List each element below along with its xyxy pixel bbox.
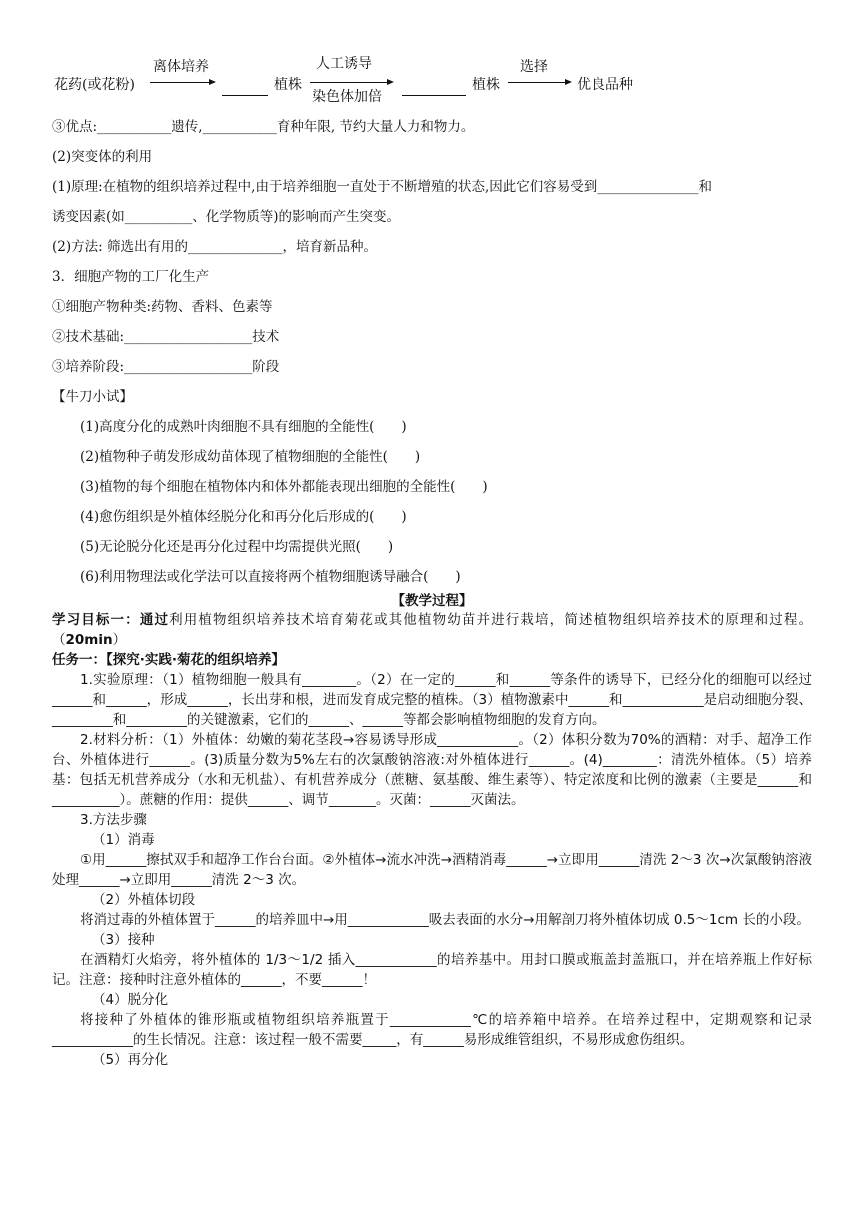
- flow-arrow-1: [150, 82, 214, 83]
- experiment-principle: 1.实验原理：（1）植物细胞一般具有________。（2）在一定的______和______等条件的诱导下，已经分化的细胞可以经过______和______，形成______，长出芽和根，进而发育成完整的植株。（3）植物激素中______和____________是启动细胞分裂、_________和_________的关键激素，它们的______、______等都会影响植物细胞的发育方向。: [52, 672, 812, 728]
- flow-step1-label: 离体培养: [153, 59, 209, 75]
- flow-arrow-3: [508, 82, 570, 83]
- learning-goal: [52, 610, 812, 650]
- flow-blank-2: [402, 95, 466, 96]
- product-types: ①细胞产物种类:药物、香料、色素等: [52, 299, 273, 315]
- goal-text: 利用植物组织培养技术培育菊花或其他植物幼苗并进行栽培，简述植物组织培养技术的原理和过程。（: [52, 612, 813, 648]
- principle-line: (1)原理:在植物的组织培养过程中,由于培养细胞一直处于不断增殖的状态,因此它们容易受到_______________和: [52, 179, 713, 195]
- mutant-heading: (2)突变体的利用: [52, 149, 153, 165]
- factory-heading: 3．细胞产物的工厂化生产: [52, 269, 210, 285]
- flow-node-1: 植株: [274, 77, 302, 93]
- flow-end: 优良品种: [577, 77, 633, 93]
- step-disinfect-heading: （1）消毒: [92, 832, 155, 848]
- step-inoculate-text: 在酒精灯火焰旁，将外植体的 1/3～1/2 插入____________的培养基中。用封口膜或瓶盖封盖瓶口，并在培养瓶上作好标记。注意：接种时注意外植体的______，不要______！: [52, 952, 812, 988]
- step-dedifferentiation-text: 将接种了外植体的锥形瓶或植物组织培养瓶置于____________℃的培养箱中培养。在培养过程中，定期观察和记录____________的生长情况。注意：该过程一般不需要_____，有______易形成维管组织，不易形成愈伤组织。: [52, 1012, 812, 1048]
- flow-arrow-2: [310, 82, 392, 83]
- quiz-item: (6)利用物理法或化学法可以直接将两个植物细胞诱导融合( ): [80, 569, 461, 585]
- flow-step2-label-bottom: 染色体加倍: [312, 89, 382, 105]
- culture-stage: ③培养阶段:___________________阶段: [52, 359, 280, 375]
- teaching-section: [52, 592, 812, 1070]
- principle-line-2: 诱变因素(如__________、化学物质等)的影响而产生突变。: [52, 209, 401, 225]
- step-redifferentiation-heading: （5）再分化: [92, 1052, 169, 1068]
- breeding-flow-diagram: [0, 40, 860, 110]
- quiz-heading: 【牛刀小试】: [52, 389, 133, 405]
- quiz-item: (5)无论脱分化还是再分化过程中均需提供光照( ): [80, 539, 394, 555]
- step-disinfect-text: ①用______擦拭双手和超净工作台台面。②外植体→流水冲洗→酒精消毒______→立即用______清洗 2～3 次→次氯酸钠溶液处理______→立即用______清洗 2～3 次。: [52, 852, 812, 888]
- goal-bold: 学习目标一：通过: [52, 612, 170, 628]
- step-cut-text: 将消过毒的外植体置于______的培养皿中→用____________吸去表面的水分→用解剖刀将外植体切成 0.5～1cm 长的小段。: [80, 912, 810, 928]
- flow-step2-label-top: 人工诱导: [316, 56, 372, 72]
- tech-basis: ②技术基础:___________________技术: [52, 329, 280, 345]
- goal-end: ）: [112, 632, 127, 648]
- flow-step3-label: 选择: [520, 59, 548, 75]
- flow-blank-1: [222, 95, 268, 96]
- flow-start: 花药(或花粉): [54, 77, 135, 93]
- fill-in-section: [52, 112, 822, 592]
- method-line: (2)方法: 筛选出有用的______________，培育新品种。: [52, 239, 377, 255]
- step-dedifferentiation-heading: （4）脱分化: [92, 992, 169, 1008]
- quiz-item: (4)愈伤组织是外植体经脱分化和再分化后形成的( ): [80, 509, 407, 525]
- quiz-item: (1)高度分化的成熟叶肉细胞不具有细胞的全能性( ): [80, 419, 407, 435]
- quiz-item: (2)植物种子萌发形成幼苗体现了植物细胞的全能性( ): [80, 449, 421, 465]
- step-inoculate-heading: （3）接种: [92, 932, 155, 948]
- advantages-line: ③优点:___________遗传,___________育种年限, 节约大量人力和物力。: [52, 119, 475, 135]
- method-steps-heading: 3.方法步骤: [80, 812, 147, 828]
- goal-time: 20min: [65, 632, 113, 648]
- quiz-item: (3)植物的每个细胞在植物体内和体外都能表现出细胞的全能性( ): [80, 479, 488, 495]
- task-title: 任务一：【探究·实践·菊花的组织培养】: [52, 652, 286, 668]
- step-cut-heading: （2）外植体切段: [92, 892, 196, 908]
- flow-node-2: 植株: [472, 77, 500, 93]
- teaching-heading: 【教学过程】: [391, 593, 473, 609]
- material-analysis: 2.材料分析：（1）外植体：幼嫩的菊花茎段→容易诱导形成____________。（2）体积分数为70%的酒精：对手、超净工作台、外植体进行______。(3)质量分数为5%左右的次氯酸钠溶液:对外植体进行______。(4)________：清洗外植体。（5）培养基：包括无机营养成分（水和无机盐）、有机营养成分（蔗糖、氨基酸、维生素等）、特定浓度和比例的激素（主要是______和__________）。蔗糖的作用：提供______、调节_______。灭菌：______灭菌法。: [52, 732, 812, 808]
